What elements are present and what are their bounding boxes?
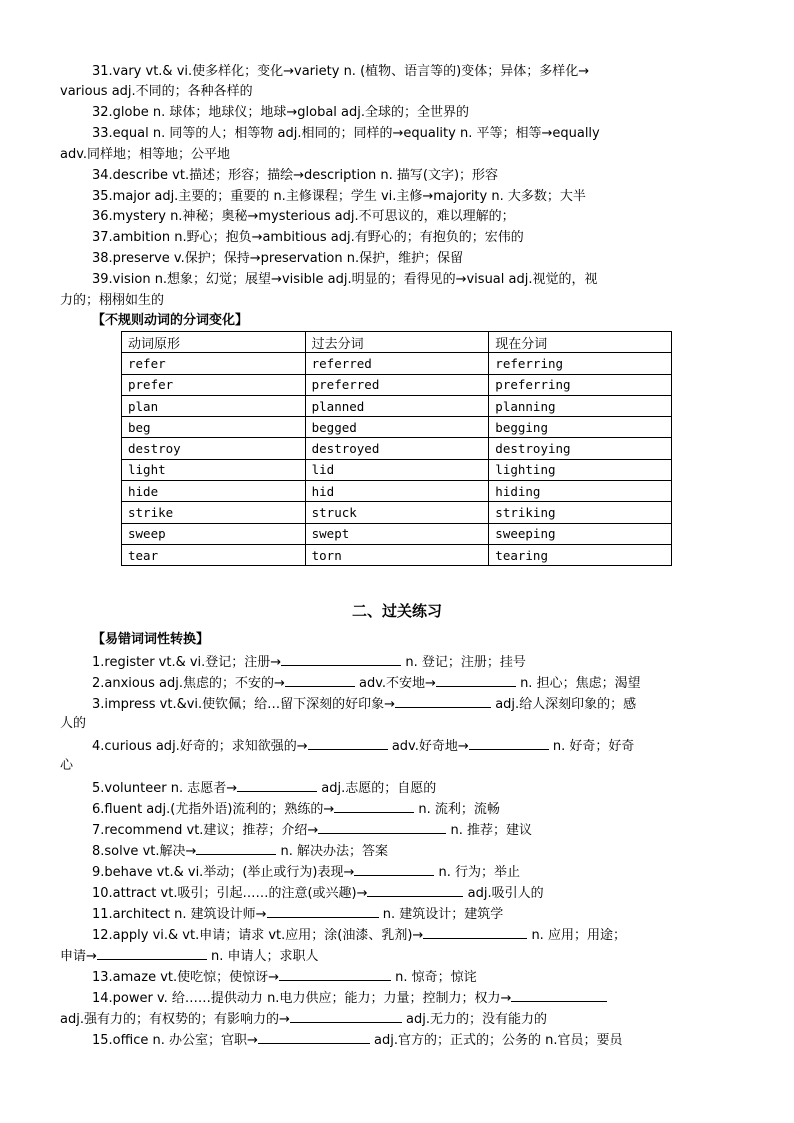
exercise-1-prompt: 1.register vt.& vi.登记；注册→ [92,655,282,670]
table-row [122,544,672,565]
cell-base-form: light [122,459,306,480]
cell-present-participle: preferring [489,374,672,395]
vocab-item-31-cont: various adj.不同的；各种各样的 [60,84,253,99]
vocab-item-38: 38.preserve v.保护；保持→preservation n.保护，维护；保留 [92,251,464,266]
exercise-1-suffix: n. 登记；注册；挂号 [401,655,526,670]
table-row [122,502,672,523]
exercise-7-prompt: 7.recommend vt.建议；推荐；介绍→ [92,823,319,838]
exercise-3 [92,693,636,715]
cell-past-participle: preferred [305,374,489,395]
exercise-15-prompt: 15.office n. 办公室；官职→ [92,1033,258,1048]
exercise-14-cont [60,1008,547,1030]
exercise-14-prompt: 14.power v. 给……提供动力 n.电力供应；能力；力量；控制力；权力→ [92,991,512,1006]
vocab-item-34: 34.describe vt.描述；形容；描绘→description n. 描写(文字)；形容 [92,168,499,183]
table-header-row [122,332,672,353]
answer-blank[interactable] [281,651,401,666]
vocab-item-33-cont: adv.同样地；相等地；公平地 [60,147,231,162]
cell-present-participle: begging [489,417,672,438]
irregular-verbs-title: 【不规则动词的分词变化】 [92,313,249,328]
irregular-verb-table [121,331,672,566]
cell-base-form: strike [122,502,306,523]
exercise-14-prompt-2: adj.强有力的；有权势的；有影响力的→ [60,1012,290,1027]
cell-base-form: prefer [122,374,306,395]
answer-blank[interactable] [436,672,516,687]
answer-blank[interactable] [267,903,379,918]
cell-present-participle: lighting [489,459,672,480]
exercise-3-suffix: adj.给人深刻印象的；感 [491,697,637,712]
table-row [122,523,672,544]
header-past-participle: 过去分词 [305,332,489,353]
cell-present-participle: hiding [489,481,672,502]
table-row [122,459,672,480]
exercise-8-prompt: 8.solve vt.解决→ [92,844,197,859]
cell-past-participle: begged [305,417,489,438]
cell-past-participle: swept [305,523,489,544]
cell-past-participle: destroyed [305,438,489,459]
exercise-12 [92,924,626,946]
table-row [122,417,672,438]
cell-present-participle: destroying [489,438,672,459]
cell-past-participle: struck [305,502,489,523]
exercise-10 [92,882,544,904]
table-row [122,438,672,459]
answer-blank[interactable] [423,924,527,939]
section-title: 二、过关练习 [351,602,442,620]
cell-present-participle: planning [489,395,672,416]
answer-blank[interactable] [395,693,491,708]
exercise-2-prompt: 2.anxious adj.焦虑的；不安的→ [92,676,285,691]
answer-blank[interactable] [237,777,317,792]
exercise-12-suffix: n. 应用；用途； [527,928,626,943]
exercise-12-prompt-2: 申请→ [60,949,97,964]
exercise-4-suffix: n. 好奇；好奇 [548,739,635,754]
answer-blank[interactable] [258,1029,370,1044]
answer-blank[interactable] [308,735,388,750]
exercise-9-prompt: 9.behave vt.& vi.举动；(举止或行为)表现→ [92,865,355,880]
cell-present-participle: tearing [489,544,672,565]
cell-base-form: hide [122,481,306,502]
cell-present-participle: sweeping [489,523,672,544]
exercise-2-suffix: n. 担心；焦虑；渴望 [515,676,641,691]
exercise-13-suffix: n. 惊奇；惊诧 [391,970,477,985]
cell-past-participle: referred [305,353,489,374]
exercise-14-suffix: adj.无力的；没有能力的 [401,1012,547,1027]
exercise-9 [92,861,520,883]
answer-blank[interactable] [318,819,446,834]
exercise-7 [92,819,532,841]
cell-present-participle: referring [489,353,672,374]
exercise-6-prompt: 6.fluent adj.(尤指外语)流利的；熟练的→ [92,802,335,817]
answer-blank[interactable] [367,882,463,897]
answer-blank[interactable] [196,840,276,855]
vocab-item-39-cont: 力的；栩栩如生的 [60,293,165,308]
cell-base-form: plan [122,395,306,416]
exercise-3-cont: 人的 [60,716,87,731]
table-row [122,374,672,395]
answer-blank[interactable] [279,966,391,981]
answer-blank[interactable] [334,798,414,813]
exercise-12-prompt: 12.apply vi.& vt.申请；请求 vt.应用；涂(油漆、乳剂)→ [92,928,424,943]
exercise-1 [92,651,526,673]
vocab-item-32: 32.globe n. 球体；地球仪；地球→global adj.全球的；全世界的 [92,105,470,120]
cell-past-participle: lid [305,459,489,480]
vocab-item-39: 39.vision n.想象；幻觉；展望→visible adj.明显的；看得见的→visual adj.视觉的，视 [92,272,598,287]
exercise-5-suffix: adj.志愿的；自愿的 [317,781,437,796]
answer-blank[interactable] [285,672,355,687]
exercise-14 [92,987,607,1009]
exercise-7-suffix: n. 推荐；建议 [446,823,532,838]
table-row [122,481,672,502]
exercise-13 [92,966,477,988]
exercise-12-cont [60,945,319,967]
exercise-13-prompt: 13.amaze vt.使吃惊；使惊讶→ [92,970,280,985]
exercise-4-mid: adv.好奇地→ [387,739,469,754]
vocab-item-31: 31.vary vt.& vi.使多样化；变化→variety n. (植物、语言等的)变体；异体；多样化→ [92,64,590,79]
exercise-6-suffix: n. 流利；流畅 [414,802,500,817]
exercise-12-suffix-2: n. 申请人；求职人 [206,949,319,964]
answer-blank[interactable] [469,735,549,750]
cell-base-form: destroy [122,438,306,459]
cell-past-participle: torn [305,544,489,565]
exercise-9-suffix: n. 行为；举止 [434,865,520,880]
cell-base-form: sweep [122,523,306,544]
exercise-4-cont: 心 [60,758,74,773]
exercise-5 [92,777,436,799]
exercise-6 [92,798,500,820]
header-present-participle: 现在分词 [489,332,672,353]
exercise-15 [92,1029,622,1051]
answer-blank[interactable] [97,945,207,960]
answer-blank[interactable] [290,1008,402,1023]
exercise-11 [92,903,503,925]
table-row [122,353,672,374]
exercise-8-suffix: n. 解决办法；答案 [276,844,389,859]
answer-blank[interactable] [354,861,434,876]
exercise-3-prompt: 3.impress vt.&vi.使钦佩；给…留下深刻的好印象→ [92,697,396,712]
vocab-item-37: 37.ambition n.野心；抱负→ambitious adj.有野心的；有抱负的；宏伟的 [92,230,524,245]
cell-base-form: beg [122,417,306,438]
exercise-10-suffix: adj.吸引人的 [463,886,544,901]
header-base-form: 动词原形 [122,332,306,353]
exercise-4-prompt: 4.curious adj.好奇的；求知欲强的→ [92,739,308,754]
exercise-10-prompt: 10.attract vt.吸引；引起……的注意(或兴趣)→ [92,886,368,901]
cell-base-form: refer [122,353,306,374]
cell-past-participle: hid [305,481,489,502]
exercise-8 [92,840,388,862]
exercise-15-suffix: adj.官方的；正式的；公务的 n.官员；要员 [369,1033,623,1048]
exercise-11-prompt: 11.architect n. 建筑设计师→ [92,907,267,922]
cell-base-form: tear [122,544,306,565]
table-row [122,395,672,416]
answer-blank[interactable] [511,987,607,1002]
exercise-2 [92,672,641,694]
practice-title: 【易错词词性转换】 [92,632,210,647]
exercise-4 [92,735,634,757]
vocab-item-33: 33.equal n. 同等的人；相等物 adj.相同的；同样的→equality n. 平等；相等→equally [92,126,600,141]
vocab-item-35: 35.major adj.主要的；重要的 n.主修课程；学生 vi.主修→majority n. 大多数；大半 [92,189,586,204]
exercise-11-suffix: n. 建筑设计；建筑学 [378,907,504,922]
exercise-5-prompt: 5.volunteer n. 志愿者→ [92,781,238,796]
exercise-2-mid: adv.不安地→ [354,676,436,691]
cell-past-participle: planned [305,395,489,416]
vocab-item-36: 36.mystery n.神秘；奥秘→mysterious adj.不可思议的，难以理解的； [92,209,515,224]
cell-present-participle: striking [489,502,672,523]
